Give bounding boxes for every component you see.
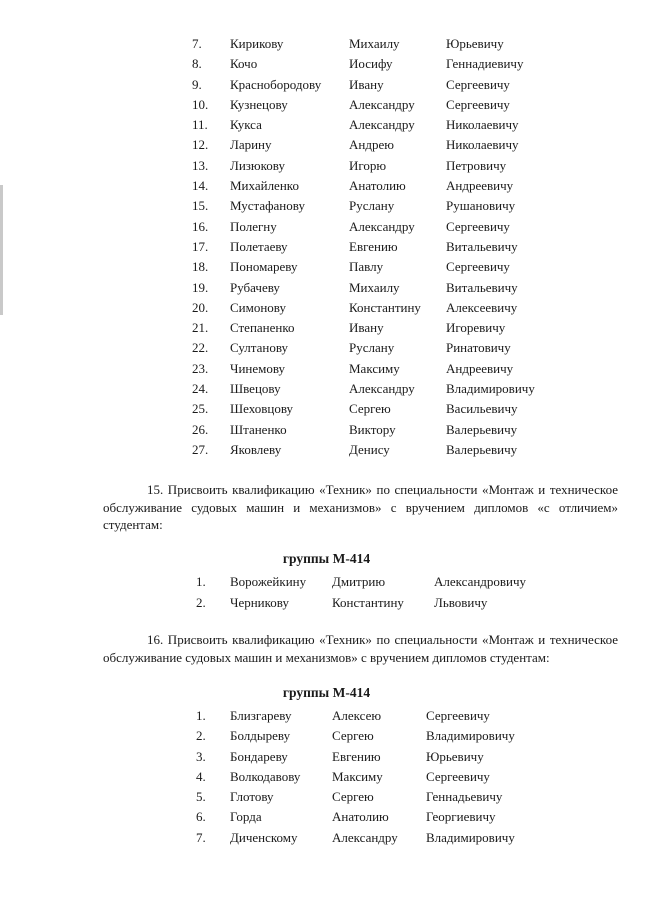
surname: Болдыреву xyxy=(230,728,291,744)
first-name: Александру xyxy=(332,829,398,845)
first-name: Александру xyxy=(349,381,415,397)
first-name: Ивану xyxy=(349,320,384,336)
student-row xyxy=(0,747,653,767)
first-name: Руслану xyxy=(349,198,395,214)
first-name: Виктору xyxy=(349,421,396,437)
surname: Полетаеву xyxy=(230,238,288,254)
first-name: Сергею xyxy=(349,401,391,417)
patronymic: Сергеевичу xyxy=(446,259,510,275)
patronymic: Владимировичу xyxy=(446,381,535,397)
row-number: 16. xyxy=(192,218,209,234)
first-name: Сергею xyxy=(332,728,374,744)
row-number: 21. xyxy=(192,320,209,336)
row-number: 1. xyxy=(196,708,206,723)
row-number: 20. xyxy=(192,299,209,315)
student-row xyxy=(0,338,653,358)
group-title-honors: группы М-414 xyxy=(282,551,371,566)
surname: Близгареву xyxy=(230,708,292,723)
surname: Швецову xyxy=(230,381,281,397)
patronymic: Александровичу xyxy=(434,574,527,589)
student-row xyxy=(0,75,653,95)
first-name: Константину xyxy=(332,595,404,610)
student-row xyxy=(0,115,653,135)
patronymic: Владимировичу xyxy=(426,728,515,744)
patronymic: Сергеевичу xyxy=(426,708,490,723)
first-name: Алексею xyxy=(332,708,382,723)
patronymic: Андреевичу xyxy=(446,178,514,194)
row-number: 9. xyxy=(192,76,202,92)
first-name: Денису xyxy=(349,441,390,457)
first-name: Андрею xyxy=(349,137,394,153)
student-row xyxy=(0,196,653,216)
first-name: Михаилу xyxy=(349,279,400,295)
patronymic: Николаевичу xyxy=(446,137,519,153)
patronymic: Игоревичу xyxy=(446,320,506,336)
row-number: 15. xyxy=(192,198,209,214)
surname: Бондареву xyxy=(230,748,288,764)
row-number: 22. xyxy=(192,340,209,356)
row-number: 5. xyxy=(196,789,206,805)
first-name: Иосифу xyxy=(349,56,393,72)
surname: Ларину xyxy=(230,137,272,153)
row-number: 26. xyxy=(192,421,209,437)
student-row xyxy=(0,787,653,807)
row-number: 2. xyxy=(196,728,206,744)
student-row xyxy=(0,828,653,848)
patronymic: Николаевичу xyxy=(446,117,519,133)
surname: Михайленко xyxy=(230,178,299,194)
surname: Черникову xyxy=(230,595,289,610)
first-name: Евгению xyxy=(332,748,381,764)
student-row xyxy=(0,807,653,827)
surname: Мустафанову xyxy=(230,198,305,214)
patronymic: Валерьевичу xyxy=(446,421,518,437)
row-number: 7. xyxy=(196,829,206,845)
student-row xyxy=(0,572,653,593)
row-number: 27. xyxy=(192,441,209,457)
surname: Краснобородову xyxy=(230,76,322,92)
patronymic: Андреевичу xyxy=(446,360,514,376)
surname: Степаненко xyxy=(230,320,295,336)
first-name: Анатолию xyxy=(332,809,389,825)
patronymic: Геннадьевичу xyxy=(426,789,503,805)
row-number: 14. xyxy=(192,178,209,194)
student-list-continued xyxy=(0,34,653,460)
first-name: Максиму xyxy=(349,360,400,376)
surname: Диченскому xyxy=(230,829,298,845)
surname: Лизюкову xyxy=(230,157,285,173)
first-name: Александру xyxy=(349,117,415,133)
row-number: 23. xyxy=(192,360,209,376)
row-number: 11. xyxy=(192,117,208,133)
surname: Рубачеву xyxy=(230,279,280,295)
row-number: 7. xyxy=(192,36,202,51)
group-title-regular: группы М-414 xyxy=(282,685,371,700)
student-row xyxy=(0,257,653,277)
student-row xyxy=(0,318,653,338)
student-row xyxy=(0,237,653,257)
patronymic: Геннадиевичу xyxy=(446,56,524,72)
student-row xyxy=(0,593,653,614)
patronymic: Витальевичу xyxy=(446,238,518,254)
row-number: 12. xyxy=(192,137,209,153)
patronymic: Валерьевичу xyxy=(446,441,518,457)
patronymic: Сергеевичу xyxy=(426,768,490,784)
student-row xyxy=(0,399,653,419)
student-row xyxy=(0,440,653,460)
row-number: 24. xyxy=(192,381,209,397)
first-name: Александру xyxy=(349,218,415,234)
patronymic: Сергеевичу xyxy=(446,96,510,112)
student-row xyxy=(0,176,653,196)
surname: Пономареву xyxy=(230,259,298,275)
row-number: 13. xyxy=(192,157,209,173)
row-number: 19. xyxy=(192,279,209,295)
student-row xyxy=(0,379,653,399)
patronymic: Сергеевичу xyxy=(446,218,510,234)
row-number: 25. xyxy=(192,401,209,417)
student-row xyxy=(0,135,653,155)
first-name: Дмитрию xyxy=(332,574,386,589)
patronymic: Юрьевичу xyxy=(426,748,484,764)
student-row xyxy=(0,217,653,237)
student-row xyxy=(0,95,653,115)
surname: Штаненко xyxy=(230,421,287,437)
first-name: Сергею xyxy=(332,789,374,805)
student-row xyxy=(0,54,653,74)
patronymic: Васильевичу xyxy=(446,401,518,417)
surname: Горда xyxy=(230,809,262,825)
first-name: Павлу xyxy=(349,259,384,275)
row-number: 1. xyxy=(196,574,206,589)
row-number: 4. xyxy=(196,768,206,784)
first-name: Александру xyxy=(349,96,415,112)
surname: Шеховцову xyxy=(230,401,294,417)
row-number: 2. xyxy=(196,595,206,610)
surname: Кочо xyxy=(230,56,258,72)
patronymic: Ринатовичу xyxy=(446,340,511,356)
first-name: Максиму xyxy=(332,768,383,784)
surname: Кирикову xyxy=(230,36,284,51)
surname: Полегну xyxy=(230,218,277,234)
student-row xyxy=(0,726,653,746)
patronymic: Владимировичу xyxy=(426,829,515,845)
row-number: 17. xyxy=(192,238,209,254)
row-number: 8. xyxy=(192,56,202,72)
row-number: 10. xyxy=(192,96,209,112)
student-list-regular xyxy=(0,706,653,848)
row-number: 3. xyxy=(196,748,206,764)
first-name: Руслану xyxy=(349,340,395,356)
patronymic: Георгиевичу xyxy=(426,809,496,825)
paragraph-15: 15. Присвоить квалификацию «Техник» по специальности «Монтаж и техническое обслуживание судовых машин и механизмов» с вручением дипломов «с отличием» студентам: xyxy=(103,482,618,532)
surname: Яковлеву xyxy=(230,441,282,457)
paragraph-16: 16. Присвоить квалификацию «Техник» по специальности «Монтаж и техническое обслуживание судовых машин и механизмов» с вручением дипломов студентам: xyxy=(103,632,618,665)
student-row xyxy=(0,359,653,379)
surname: Кузнецову xyxy=(230,96,288,112)
patronymic: Львовичу xyxy=(434,595,488,610)
patronymic: Юрьевичу xyxy=(446,36,504,51)
surname: Ворожейкину xyxy=(230,574,307,589)
row-number: 18. xyxy=(192,259,209,275)
student-row xyxy=(0,298,653,318)
student-row xyxy=(0,420,653,440)
surname: Волкодавову xyxy=(230,768,301,784)
patronymic: Витальевичу xyxy=(446,279,518,295)
first-name: Михаилу xyxy=(349,36,400,51)
row-number: 6. xyxy=(196,809,206,825)
student-list-honors xyxy=(0,572,653,614)
first-name: Анатолию xyxy=(349,178,406,194)
first-name: Евгению xyxy=(349,238,398,254)
patronymic: Алексеевичу xyxy=(446,299,518,315)
first-name: Ивану xyxy=(349,76,384,92)
surname: Глотову xyxy=(230,789,274,805)
student-row xyxy=(0,706,653,726)
surname: Кукса xyxy=(230,117,262,133)
first-name: Игорю xyxy=(349,157,387,173)
surname: Султанову xyxy=(230,340,289,356)
patronymic: Сергеевичу xyxy=(446,76,510,92)
first-name: Константину xyxy=(349,299,421,315)
patronymic: Петровичу xyxy=(446,157,507,173)
student-row xyxy=(0,767,653,787)
surname: Чинемову xyxy=(230,360,286,376)
student-row xyxy=(0,34,653,54)
patronymic: Рушановичу xyxy=(446,198,516,214)
student-row xyxy=(0,278,653,298)
surname: Симонову xyxy=(230,299,287,315)
student-row xyxy=(0,156,653,176)
